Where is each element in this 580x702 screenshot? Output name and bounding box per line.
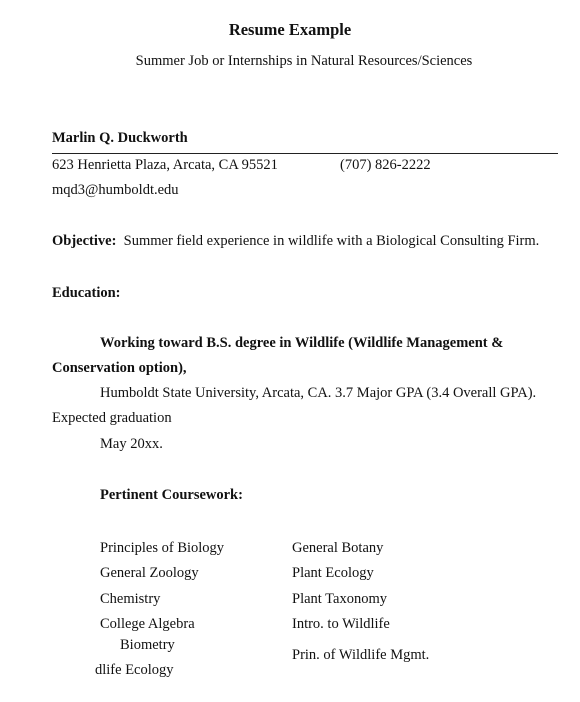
course-left: General Zoology <box>100 565 199 581</box>
header-divider <box>52 153 558 154</box>
objective-section <box>52 232 539 250</box>
course-right: Plant Ecology <box>292 565 374 581</box>
course-right: Intro. to Wildlife <box>292 616 390 632</box>
degree-line-2: Conservation option), <box>52 360 187 376</box>
course-left: Chemistry <box>100 591 161 607</box>
education-heading: Education: <box>52 285 121 301</box>
expected-graduation-label: Expected graduation <box>52 410 172 426</box>
course-left: College Algebra <box>100 616 195 632</box>
course-left: Biometry <box>120 637 175 653</box>
objective-text: Summer field experience in wildlife with a Biological Consulting Firm. <box>123 233 540 249</box>
address: 623 Henrietta Plaza, Arcata, CA 95521 <box>52 157 278 173</box>
course-right: Plant Taxonomy <box>292 591 387 607</box>
phone-number: (707) 826-2222 <box>340 157 431 173</box>
course-right: General Botany <box>292 540 384 556</box>
candidate-name: Marlin Q. Duckworth <box>52 130 188 146</box>
degree-line-1: Working toward B.S. degree in Wildlife (Wildlife Management & <box>100 335 504 351</box>
objective-label: Objective: <box>52 233 117 249</box>
coursework-heading: Pertinent Coursework: <box>100 487 243 503</box>
email-address: mqd3@humboldt.edu <box>52 182 179 198</box>
course-left: dlife Ecology <box>95 662 174 678</box>
expected-graduation-date: May 20xx. <box>100 436 163 452</box>
resume-title: Resume Example <box>228 20 352 39</box>
resume-subtitle: Summer Job or Internships in Natural Resources/Sciences <box>135 53 473 69</box>
course-left: Principles of Biology <box>100 540 225 556</box>
course-right: Prin. of Wildlife Mgmt. <box>292 647 430 663</box>
school-line: Humboldt State University, Arcata, CA. 3.7 Major GPA (3.4 Overall GPA). <box>100 385 537 401</box>
